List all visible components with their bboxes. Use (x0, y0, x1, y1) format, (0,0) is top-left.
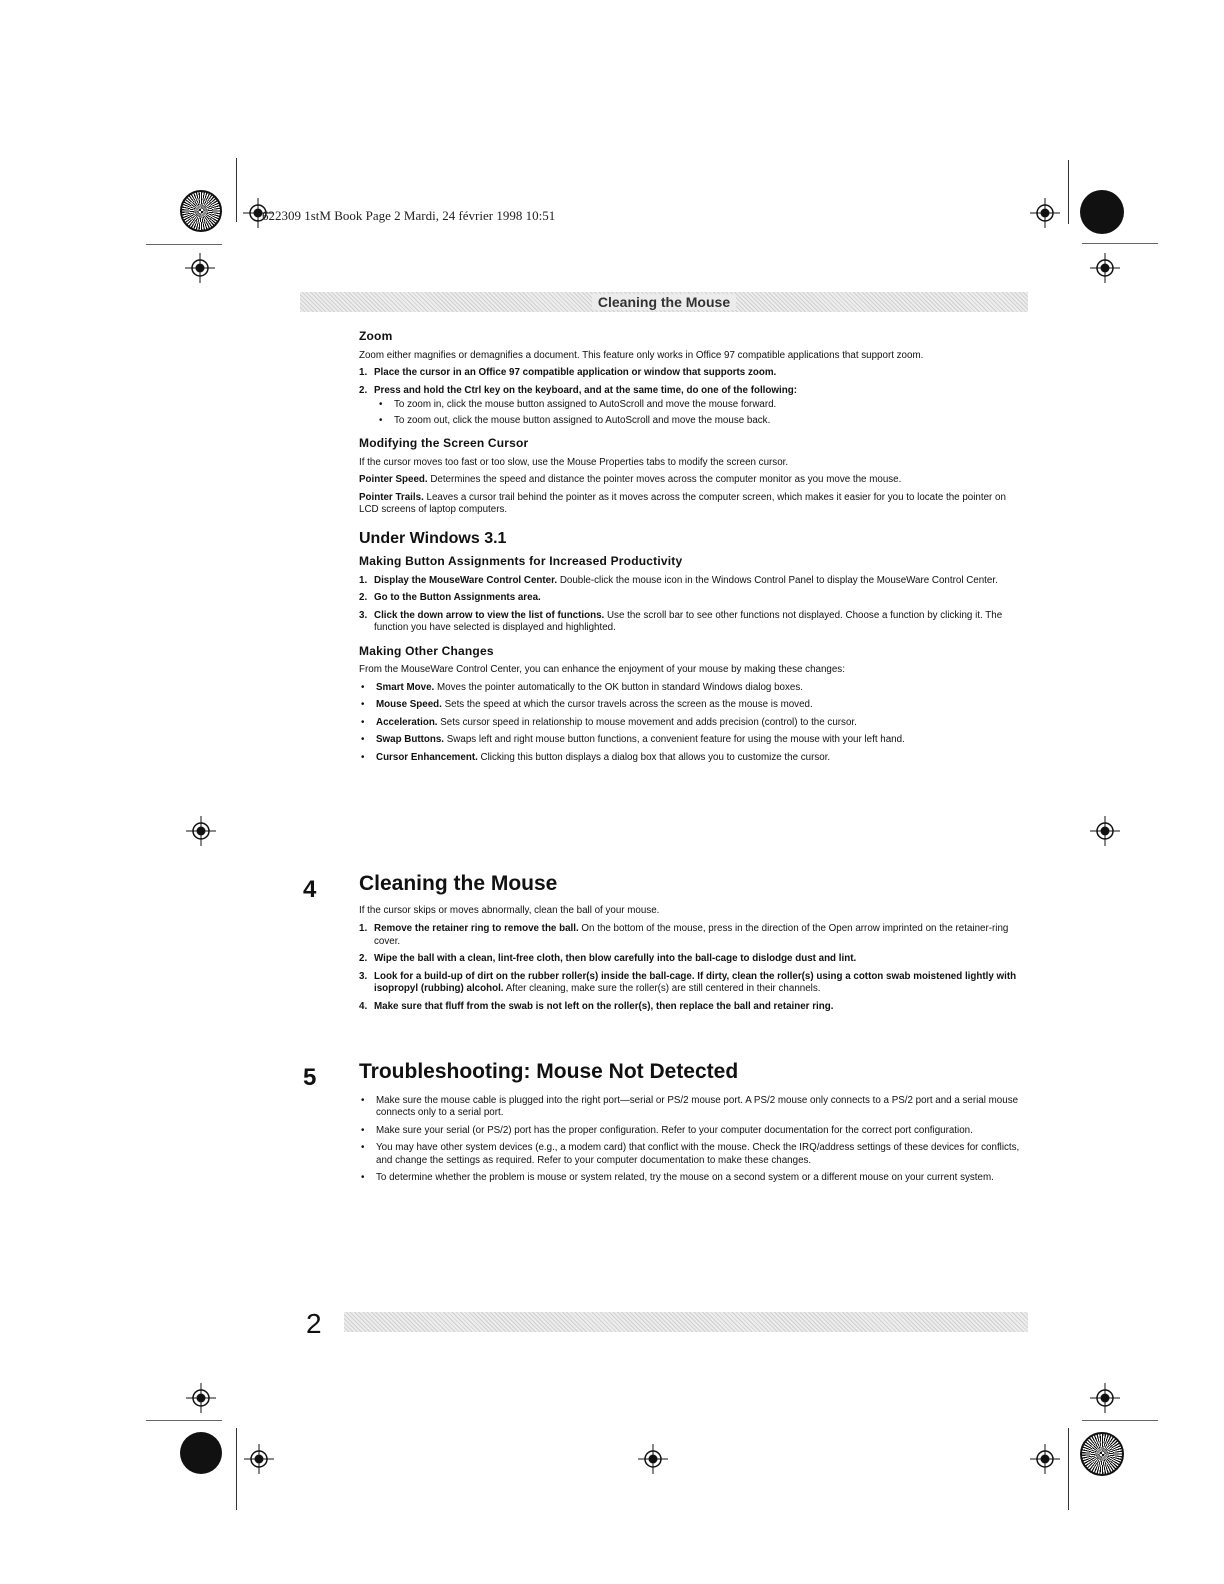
step-text: After cleaning, make sure the roller(s) are still centered in their channels. (503, 983, 821, 994)
troubleshooting-section (359, 1060, 1025, 1191)
item-text: Sets cursor speed in relationship to mouse movement and adds precision (control) to the cursor. (437, 716, 857, 728)
cleaning-intro: If the cursor skips or moves abnormally, clean the ball of your mouse. (359, 904, 660, 916)
list-item (359, 699, 1025, 712)
cleaning-steps (359, 923, 1025, 1013)
crosshair-mark-right-upper (1090, 253, 1120, 283)
section-number: 4 (303, 876, 317, 903)
crop-line (236, 1428, 237, 1510)
list-item (359, 752, 1025, 765)
running-head (300, 292, 1028, 312)
zoom-sub-list (374, 399, 1025, 427)
main-content (359, 330, 1025, 770)
list-item (359, 610, 1025, 635)
win31-heading: Under Windows 3.1 (359, 529, 507, 547)
cursor-intro: If the cursor moves too fast or too slow, use the Mouse Properties tabs to modify the screen cursor. (359, 456, 789, 468)
item-text: Clicking this button displays a dialog box that allows you to customize the cursor. (477, 751, 831, 763)
list-item (359, 1001, 1025, 1014)
step-term: Wipe the ball with a clean, lint-free cloth, then blow carefully into the ball-cage to dislodge dust and lint. (374, 953, 857, 964)
crosshair-mark-bottom-right (1030, 1444, 1060, 1474)
cleaning-heading: Cleaning the Mouse (359, 872, 558, 895)
crosshair-mark-left-lower (186, 1383, 216, 1413)
zoom-intro: Zoom either magnifies or demagnifies a document. This feature only works in Office 97 compatible applications that support zoom. (359, 349, 924, 361)
definition-item (359, 492, 1025, 517)
cursor-heading: Modifying the Screen Cursor (359, 436, 529, 450)
list-item: • To zoom in, click the mouse button assigned to AutoScroll and move the mouse forward. (374, 399, 1025, 412)
step-number: 1. (359, 367, 368, 378)
step-number: 1. (359, 574, 368, 586)
item-text: Sets the speed at which the cursor travels across the screen as the mouse is moved. (441, 699, 813, 710)
item-term: Smart Move. (376, 681, 435, 693)
definition-term: Pointer Speed. (359, 474, 428, 485)
crosshair-mark-right-lower (1090, 1383, 1120, 1413)
crosshair-mark-left-upper (185, 253, 215, 283)
zoom-steps (359, 367, 1025, 427)
item-term: Mouse Speed. (376, 699, 442, 710)
item-term: Cursor Enhancement. (376, 751, 478, 763)
list-item (359, 923, 1025, 948)
zoom-heading: Zoom (359, 329, 393, 343)
step-term: Click the down arrow to view the list of functions. (374, 609, 605, 621)
crop-line (1082, 1420, 1158, 1421)
step-number: 4. (359, 1000, 368, 1012)
list-item: • Make sure your serial (or PS/2) port has the proper configuration. Refer to your computer documentation for the correct port configuration. (359, 1125, 1025, 1138)
registration-disc-top-right (1080, 190, 1124, 234)
definition-term: Pointer Trails. (359, 491, 424, 503)
crosshair-mark-right-middle (1090, 816, 1120, 846)
step-term: Look for a build-up of dirt on the rubber roller(s) inside the ball-cage. If dirty, clean the roller(s) using a cotton swab moistened lightly with isopropyl (rubbing) alcohol. (374, 970, 1017, 994)
step-number: 3. (359, 609, 368, 621)
cleaning-section (359, 872, 1025, 1021)
crosshair-mark-bottom-left (244, 1444, 274, 1474)
crop-line (146, 244, 222, 245)
list-item (359, 971, 1025, 996)
step-number: 1. (359, 923, 368, 934)
crop-line (1068, 1428, 1069, 1510)
list-item: • To zoom out, click the mouse button assigned to AutoScroll and move the mouse back. (374, 415, 1025, 428)
running-head-title: Cleaning the Mouse (592, 294, 736, 310)
registration-rosette-top-left (180, 190, 222, 232)
section-number: 5 (303, 1064, 317, 1091)
item-term: Acceleration. (376, 716, 438, 728)
item-text: Moves the pointer automatically to the OK button in standard Windows dialog boxes. (434, 681, 803, 693)
list-item (359, 592, 1025, 605)
definition-text: Determines the speed and distance the pointer moves across the computer monitor as you move the mouse. (427, 474, 902, 485)
step-term: Go to the Button Assignments area. (374, 592, 541, 603)
step-term: Make sure that fluff from the swab is not left on the roller(s), then replace the ball and retainer ring. (374, 1000, 834, 1012)
crop-line (1068, 160, 1069, 224)
item-text: Swaps left and right mouse button functions, a convenient feature for using the mouse with your left hand. (444, 734, 905, 745)
crosshair-mark-left-middle (186, 816, 216, 846)
step-term: Display the MouseWare Control Center. (374, 574, 558, 586)
step-number: 2. (359, 953, 368, 964)
step-text: On the bottom of the mouse, press in the direction of the Open arrow imprinted on the retainer-ring cover. (374, 923, 1009, 947)
button-assignments-heading: Making Button Assignments for Increased Productivity (359, 554, 683, 568)
step-text: Press and hold the Ctrl key on the keyboard, and at the same time, do one of the following: (374, 384, 797, 396)
other-changes-intro: From the MouseWare Control Center, you can enhance the enjoyment of your mouse by making these changes: (359, 664, 845, 675)
win31-steps (359, 575, 1025, 635)
other-changes-heading: Making Other Changes (359, 643, 494, 658)
troubleshooting-list (359, 1095, 1025, 1185)
list-item (359, 717, 1025, 730)
step-number: 2. (359, 384, 368, 396)
list-item (359, 734, 1025, 747)
list-item (359, 682, 1025, 695)
crop-line (236, 158, 237, 222)
crop-line (1082, 243, 1158, 244)
list-item: • Make sure the mouse cable is plugged into the right port—serial or PS/2 mouse port. A PS/2 mouse only connects to a PS/2 port and a serial mouse connects only to a serial port. (359, 1095, 1025, 1120)
page-number: 2 (306, 1308, 322, 1339)
list-item (359, 367, 1025, 380)
list-item: • To determine whether the problem is mouse or system related, try the mouse on a second system or a different mouse on your current system. (359, 1172, 1025, 1185)
list-item (359, 385, 1025, 428)
registration-disc-bottom-left (180, 1432, 222, 1474)
other-changes-list (359, 682, 1025, 765)
step-term: Remove the retainer ring to remove the ball. (374, 923, 579, 934)
list-item (359, 953, 1025, 966)
step-number: 3. (359, 970, 368, 982)
list-item (359, 575, 1025, 588)
crosshair-mark-bottom-center (638, 1444, 668, 1474)
step-text: Double-click the mouse icon in the Windows Control Panel to display the MouseWare Control Center. (557, 574, 998, 586)
troubleshooting-heading: Troubleshooting: Mouse Not Detected (359, 1060, 739, 1083)
slug-line: 622309 1stM Book Page 2 Mardi, 24 février 1998 10:51 (262, 208, 556, 223)
definition-text: Leaves a cursor trail behind the pointer as it moves across the computer screen, which makes it easier for you to locate the pointer on LCD screens of laptop computers. (359, 491, 1006, 515)
registration-rosette-bottom-right (1080, 1432, 1124, 1476)
definition-item (359, 474, 1025, 487)
crop-line (146, 1420, 222, 1421)
step-number: 2. (359, 592, 368, 603)
step-text: Place the cursor in an Office 97 compatible application or window that supports zoom. (374, 367, 777, 378)
crosshair-mark-top-right (1030, 198, 1060, 228)
step-text: Use the scroll bar to see other functions not displayed. Choose a function by clicking it. The function you have selected is displayed and highlighted. (374, 609, 1003, 633)
footer-bar (344, 1312, 1028, 1332)
item-term: Swap Buttons. (376, 734, 445, 745)
list-item: • You may have other system devices (e.g., a modem card) that conflict with the mouse. Check the IRQ/address settings of these devices for conflicts, and change the settings as required. Refer to your computer documentation to make these changes. (359, 1142, 1025, 1167)
